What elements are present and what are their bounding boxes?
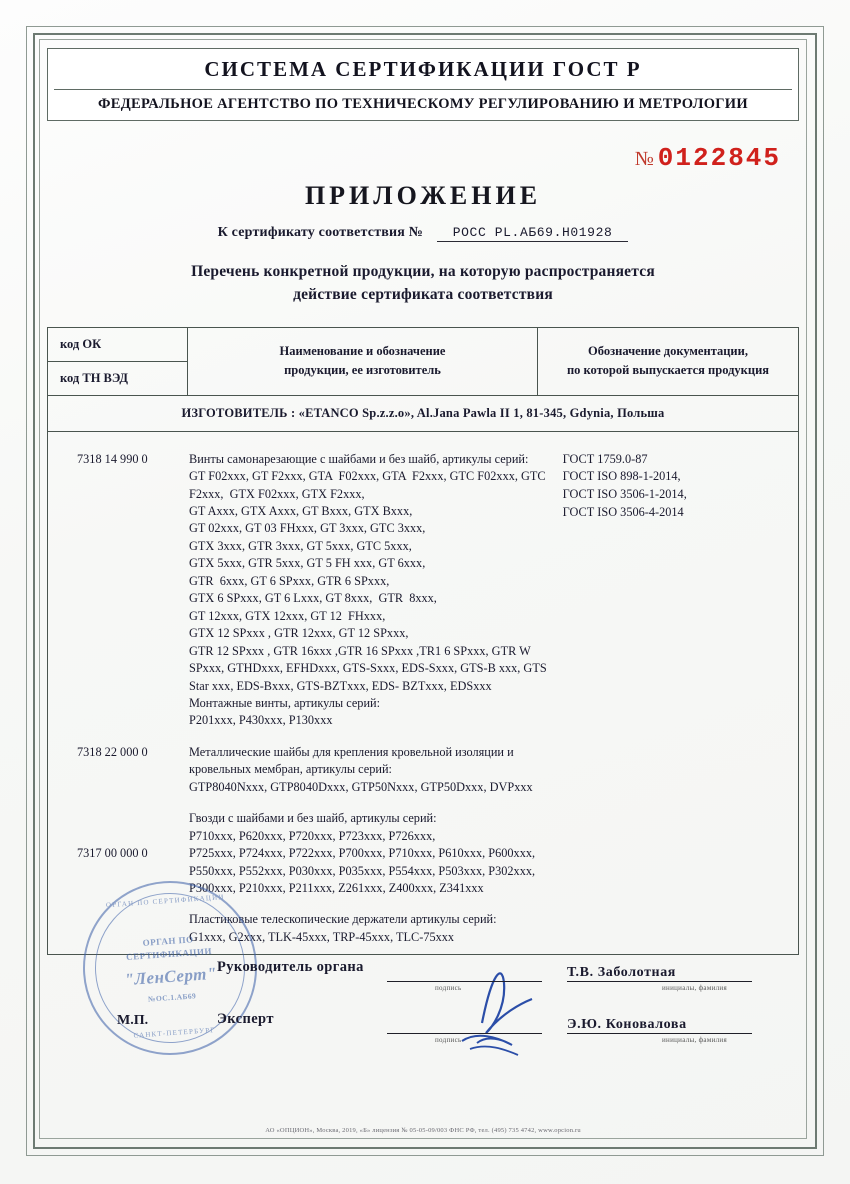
product-line: GT Axxx, GTX Axxx, GT Bxxx, GTX Bxxx, bbox=[189, 503, 413, 518]
product-line: Пластиковые телескопические держатели артикулы серий: bbox=[189, 912, 497, 927]
product-line: Star xxx, EDS-Bxxx, GTS-BZTxxx, EDS- BZTxxx, EDSxxx bbox=[189, 678, 492, 693]
certificate-reference bbox=[47, 225, 799, 242]
group-spacer bbox=[49, 732, 551, 744]
document-standard-line: ГОСТ ISO 3506-1-2014, bbox=[562, 487, 687, 502]
serial-number-row bbox=[47, 143, 799, 173]
table-header-row-1 bbox=[48, 327, 799, 361]
cell-code-tnved: код ТН ВЭД bbox=[48, 361, 188, 395]
product-group-code: 7317 00 000 0 bbox=[77, 846, 148, 861]
documents-listing bbox=[551, 437, 801, 949]
product-line: Винты самонарезающие с шайбами и без шайб, артикулы серий: bbox=[189, 451, 529, 466]
document-standard-line: ГОСТ 1759.0-87 bbox=[562, 451, 648, 466]
document-description bbox=[47, 260, 799, 307]
stamp-arc-bottom: САНКТ-ПЕТЕРБУРГ bbox=[133, 1025, 216, 1040]
product-line: P550xxx, P552xxx, P030xxx, P035xxx, P554xxx, P503xxx, P302xxx, bbox=[189, 863, 536, 878]
product-heading-line-2: продукции, ее изготовитель bbox=[284, 363, 441, 377]
product-line: GTX 12 SPxxx , GTR 12xxx, GT 12 SPxxx, bbox=[189, 626, 409, 641]
footer-imprint: АО «ОПЦИОН», Москва, 2019, «Б» лицензия № 05-05-09/003 ФНС РФ, тел. (495) 735 4742, www.opcion.ru bbox=[265, 1127, 581, 1134]
product-group bbox=[49, 744, 551, 796]
document-header bbox=[47, 48, 799, 121]
header-divider bbox=[54, 89, 792, 90]
product-line: P201xxx, P430xxx, P130xxx bbox=[189, 713, 333, 728]
product-line: GT F02xxx, GT F2xxx, GTA F02xxx, GTA F2xxx, GTC F02xxx, GTC bbox=[189, 469, 546, 484]
cell-docs-heading bbox=[538, 327, 799, 395]
signature-name-2: Э.Ю. Коновалова bbox=[567, 1016, 687, 1032]
product-line: GT 02xxx, GT 03 FHxxx, GT 3xxx, GTC 3xxx, bbox=[189, 521, 426, 536]
stamp-main-name: "ЛенСерт" bbox=[123, 963, 218, 989]
product-line: GTR 12 SPxxx , GTR 16xxx ,GTR 16 SPxxx ,TR1 6 SPxxx, GTR W bbox=[189, 643, 531, 658]
document-content bbox=[47, 48, 799, 1134]
manufacturer-row bbox=[48, 395, 799, 431]
docs-heading-line-2: по которой выпускается продукция bbox=[566, 363, 770, 377]
header-system-title: СИСТЕМА СЕРТИФИКАЦИИ ГОСТ Р bbox=[204, 57, 642, 81]
number-sign: № bbox=[634, 148, 654, 170]
product-listing bbox=[49, 437, 551, 949]
product-group-code: 7318 22 000 0 bbox=[77, 744, 148, 759]
product-heading-line-1: Наименование и обозначение bbox=[279, 343, 446, 358]
product-line: GTR 6xxx, GT 6 SPxxx, GTR 6 SPxxx, bbox=[189, 573, 390, 588]
product-line: GTP8040Nxxx, GTP8040Dxxx, GTP50Nxxx, GTP50Dxxx, DVPxxx bbox=[189, 779, 533, 794]
document-standard-line: ГОСТ ISO 3506-4-2014 bbox=[562, 505, 684, 520]
signature-name-line-2 bbox=[567, 1033, 752, 1034]
product-line: GT 12xxx, GTX 12xxx, GT 12 FHxxx, bbox=[189, 608, 386, 623]
stamp-arc-top: ОРГАН ПО СЕРТИФИКАЦИИ bbox=[105, 892, 225, 909]
product-line: P300xxx, P210xxx, P211xxx, Z261xxx, Z400xxx, Z341xxx bbox=[189, 881, 484, 896]
product-line: Металлические шайбы для крепления кровельной изоляции и bbox=[189, 744, 514, 759]
document-standard-line: ГОСТ ISO 898-1-2014, bbox=[562, 469, 681, 484]
group-spacer bbox=[49, 798, 551, 810]
product-line: GTX 3xxx, GTR 3xxx, GT 5xxx, GTC 5xxx, bbox=[189, 538, 412, 553]
product-group-lines bbox=[189, 744, 551, 796]
signature-line-2 bbox=[387, 1033, 542, 1034]
signature-caption-2: подпись bbox=[435, 1035, 462, 1044]
product-line: кровельных мембран, артикулы серий: bbox=[189, 762, 392, 777]
product-body-cell bbox=[48, 431, 799, 954]
signature-name-line-1 bbox=[567, 981, 752, 982]
product-body-row bbox=[48, 431, 799, 954]
product-line: G1xxx, G2xxx, TLK-45xxx, TRP-45xxx, TLC-75xxx bbox=[189, 929, 455, 944]
signature-role-2: Эксперт bbox=[217, 1010, 274, 1027]
product-line: Монтажные винты, артикулы серий: bbox=[189, 695, 381, 710]
signature-name-caption-2: инициалы, фамилия bbox=[662, 1035, 727, 1044]
description-line-1: Перечень конкретной продукции, на которую распространяется bbox=[191, 263, 655, 280]
stamp-place-label: М.П. bbox=[117, 1012, 149, 1028]
product-line: P710xxx, P620xxx, P720xxx, P723xxx, P726xxx, bbox=[189, 828, 436, 843]
product-line: F2xxx, GTX F02xxx, GTX F2xxx, bbox=[189, 486, 365, 501]
product-line: P725xxx, P724xxx, P722xxx, P700xxx, P710xxx, P610xxx, P600xxx, bbox=[189, 846, 536, 861]
cell-product-heading bbox=[188, 327, 538, 395]
signature-role-1: Руководитель органа bbox=[217, 958, 364, 975]
cell-code-ok: код ОК bbox=[48, 327, 188, 361]
stamp-registry-number: №ОС.1.АБ69 bbox=[147, 990, 197, 1003]
signature-caption-1: подпись bbox=[435, 983, 462, 992]
certificate-number: РОСС PL.АБ69.Н01928 bbox=[437, 225, 629, 242]
product-group-code: 7318 14 990 0 bbox=[77, 451, 148, 466]
product-group-lines bbox=[189, 451, 551, 730]
signature-name-caption-1: инициалы, фамилия bbox=[662, 983, 727, 992]
certificate-reference-label: К сертификату соответствия № bbox=[217, 225, 424, 240]
signature-line-1 bbox=[387, 981, 542, 982]
serial-number-value: 0122845 bbox=[657, 143, 781, 173]
header-agency-title: ФЕДЕРАЛЬНОЕ АГЕНТСТВО ПО ТЕХНИЧЕСКОМУ РЕГУЛИРОВАНИЮ И МЕТРОЛОГИИ bbox=[98, 96, 748, 112]
product-line: Гвозди с шайбами и без шайб, артикулы серий: bbox=[189, 811, 437, 826]
product-group-lines bbox=[189, 810, 551, 897]
manufacturer-text: ИЗГОТОВИТЕЛЬ : «ETANCO Sp.z.z.o», Al.Jana Pawla II 1, 81-345, Gdynia, Польша bbox=[48, 395, 799, 431]
product-body-inner bbox=[49, 437, 797, 949]
product-line: SPxxx, GTHDxxx, EFHDxxx, GTS-Sxxx, EDS-Sxxx, GTS-B xxx, GTS bbox=[189, 661, 547, 676]
page-title: ПРИЛОЖЕНИЕ bbox=[304, 181, 542, 210]
product-group bbox=[49, 810, 551, 897]
signature-name-1: Т.В. Заболотная bbox=[567, 964, 676, 980]
product-table bbox=[47, 327, 799, 955]
description-line-2: действие сертификата соответствия bbox=[293, 286, 553, 304]
product-line: GTX 6 SPxxx, GT 6 Lxxx, GT 8xxx, GTR 8xxx, bbox=[189, 591, 437, 606]
docs-heading-line-1: Обозначение документации, bbox=[588, 343, 748, 358]
stamp-line-1: ОРГАН ПО bbox=[142, 933, 194, 948]
product-group bbox=[49, 451, 551, 730]
stamp-line-2: СЕРТИФИКАЦИИ bbox=[125, 945, 213, 962]
product-line: GTX 5xxx, GTR 5xxx, GT 5 FH xxx, GT 6xxx, bbox=[189, 556, 426, 571]
